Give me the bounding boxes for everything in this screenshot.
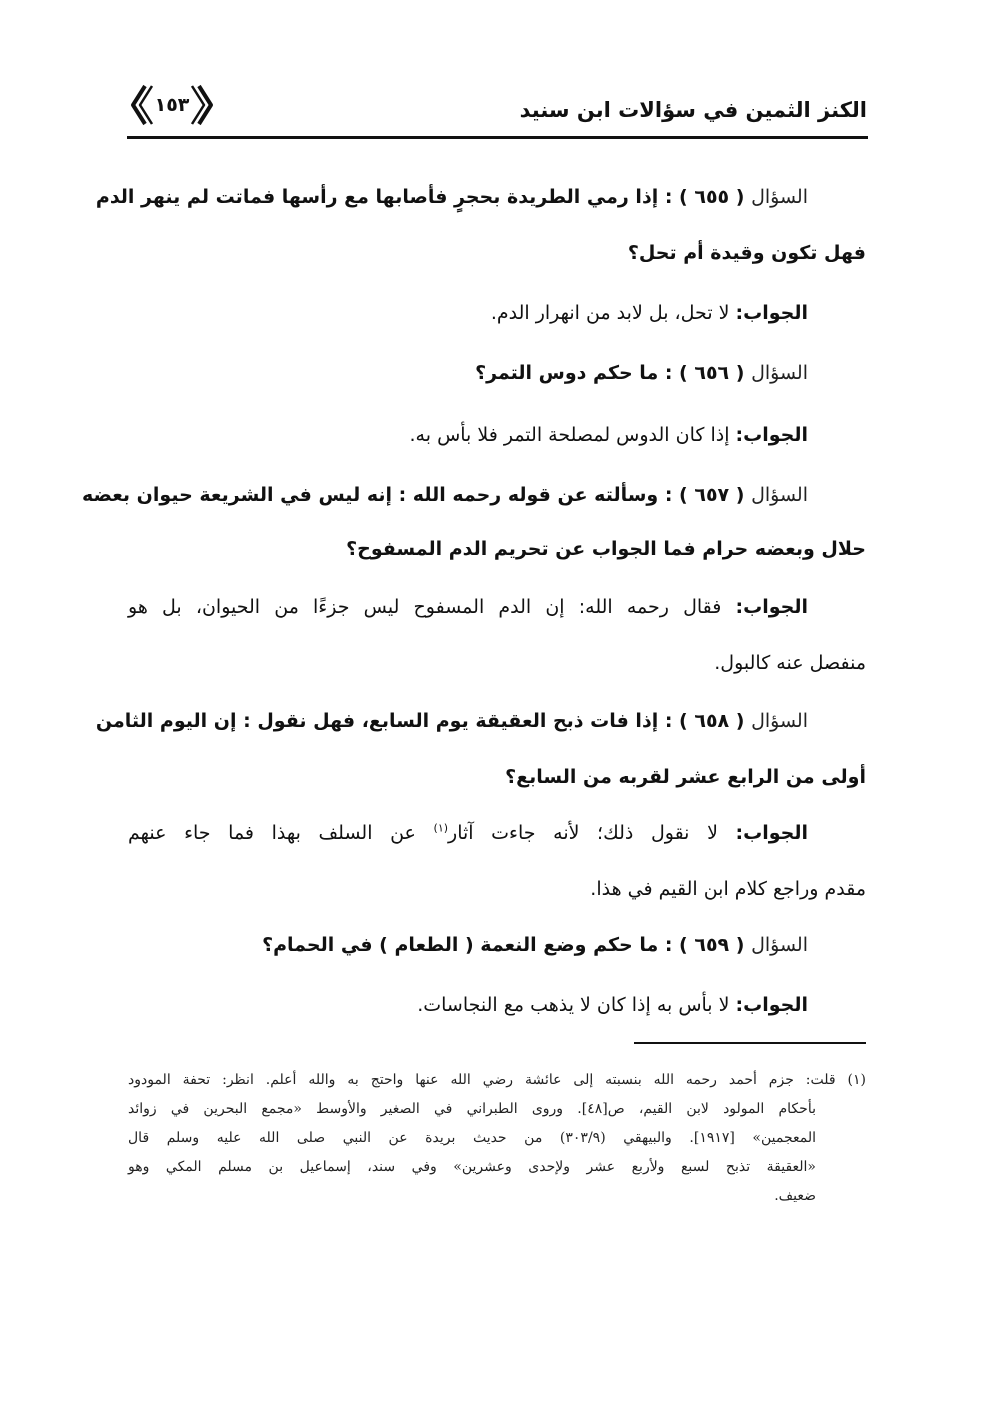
footnote-1-line-4: «العقيقة تذبح لسبع ولأربع عشر ولإحدى وعشرين» وفي سند، إسماعيل بن مسلم المكي وهو bbox=[128, 1159, 816, 1175]
question-655-line-1: السؤال ( ٦٥٥ ) : إذا رمي الطريدة بحجرٍ فأصابها مع رأسها فماتت لم ينهر الدم bbox=[95, 186, 808, 208]
footnote-number: (١) bbox=[847, 1072, 867, 1088]
footnote-1-line-1: (١) قلت: جزم أحمد رحمه الله بنسبته إلى عائشة رضي الله عنها واحتج به والله أعلم. انظر: تحفة المودود bbox=[128, 1072, 867, 1088]
question-658-line-1: السؤال ( ٦٥٨ ) : إذا فات ذبح العقيقة يوم السابع، فهل نقول : إن اليوم الثامن bbox=[95, 710, 808, 732]
question-656: السؤال ( ٦٥٦ ) : ما حكم دوس التمر؟ bbox=[475, 362, 808, 384]
header-divider bbox=[127, 136, 868, 139]
question-655-line-2: فهل تكون وقيدة أم تحل؟ bbox=[627, 242, 866, 264]
question-label: السؤال bbox=[751, 186, 808, 208]
answer-label: الجواب: bbox=[735, 424, 808, 446]
answer-657-line-2: منفصل عنه كالبول. bbox=[714, 652, 866, 674]
question-659: السؤال ( ٦٥٩ ) : ما حكم وضع النعمة ( الطعام ) في الحمام؟ bbox=[262, 934, 808, 956]
page-number-badge bbox=[127, 82, 217, 128]
answer-656: الجواب: إذا كان الدوس لمصلحة التمر فلا بأس به. bbox=[409, 424, 808, 446]
page-number: ١٥٣ bbox=[154, 94, 190, 116]
question-657-line-2: حلال وبعضه حرام فما الجواب عن تحريم الدم المسفوح؟ bbox=[346, 538, 866, 560]
book-title: الكنز الثمين في سؤالات ابن سنيد bbox=[519, 98, 867, 122]
answer-label: الجواب: bbox=[735, 994, 808, 1016]
answer-658-line-2: مقدم وراجع كلام ابن القيم في هذا. bbox=[590, 878, 866, 900]
answer-658-line-1: الجواب: لا نقول ذلك؛ لأنه جاءت آثار$^{(١)}$ عن السلف بهذا فما جاء عنهم bbox=[128, 821, 808, 844]
running-header bbox=[127, 82, 867, 140]
answer-label: الجواب: bbox=[735, 302, 808, 324]
footnote-reference[interactable]: (١) bbox=[433, 821, 449, 835]
question-label: السؤال bbox=[751, 484, 808, 506]
footnote-1-line-3: المعجمين» [١٩١٧]. والبيهقي (٣٠٣/٩) من حديث بريدة عن النبي صلى الله عليه وسلم قال bbox=[128, 1130, 817, 1146]
footnote-1-line-2: بأحكام المولود لابن القيم، ص[٤٨]. وروى الطبراني في الصغير والأوسط «مجمع البحرين في زوائد bbox=[128, 1101, 816, 1117]
answer-label: الجواب: bbox=[735, 596, 809, 618]
answer-655: الجواب: لا تحل، بل لابد من انهرار الدم. bbox=[490, 302, 808, 324]
footnote-divider bbox=[634, 1042, 866, 1044]
answer-label: الجواب: bbox=[735, 822, 808, 844]
question-label: السؤال bbox=[751, 710, 808, 732]
answer-657-line-1: الجواب: فقال رحمه الله: إن الدم المسفوح ليس جزءًا من الحيوان، بل هو bbox=[128, 596, 809, 618]
footnote-1-line-5: ضعيف. bbox=[774, 1188, 816, 1204]
answer-659: الجواب: لا بأس به إذا كان لا يذهب مع النجاسات. bbox=[417, 994, 808, 1016]
question-657-line-1: السؤال ( ٦٥٧ ) : وسألته عن قوله رحمه الله : إنه ليس في الشريعة حيوان بعضه bbox=[81, 484, 808, 506]
question-658-line-2: أولى من الرابع عشر لقربه من السابع؟ bbox=[505, 766, 866, 788]
question-label: السؤال bbox=[751, 934, 808, 956]
question-label: السؤال bbox=[751, 362, 808, 384]
